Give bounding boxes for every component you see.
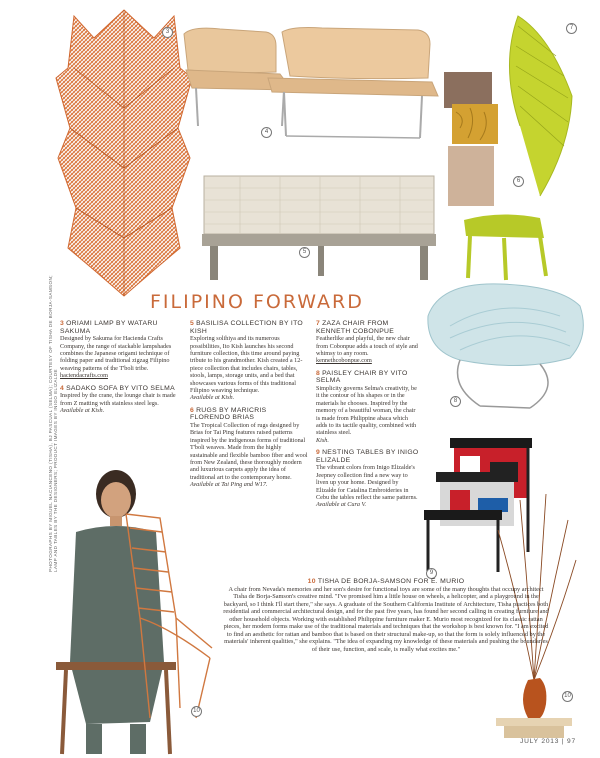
item-heading: SADAKO SOFA BY VITO SELMA: [66, 384, 175, 392]
item-heading: RUGS BY MARICRIS FLORENDO BRIAS: [190, 406, 267, 422]
item-number: 8: [316, 369, 321, 377]
feature-heading: TISHA DE BORJA-SAMSON FOR E. MURIO: [317, 578, 465, 585]
photo-credits: PHOTOGRAPHS BY MIGUEL NACIANCENO (TISHA), BJ PASCUAL (SELMA); COURTESY OF TISHA DE BORJA-SAMSON; LAMP AND TABLES BY THE DESIGNERS; PRODUCT IMAGES BY INIGO ELIZALDE: [48, 275, 58, 572]
photo-label-sofa: 4: [261, 127, 272, 138]
item-availability: Available at Kish.: [190, 394, 235, 402]
page-folio: JULY 2013 | 97: [520, 738, 576, 745]
text-column-3: [316, 320, 420, 514]
photo-label-lamp: 3: [162, 27, 173, 38]
feature-number: 10: [307, 578, 316, 585]
photo-label-paisley: 8: [450, 396, 461, 407]
item-zaza-chair: [316, 320, 420, 365]
item-body: The Tropical Collection of rugs designed by Brias for Tai Ping features raised patterns inspired by the indigenous forms of traditional T'boli weaves. Made from the highly sustainable and flexible bamboo fiber and wool from New Zealand, these thoroughly modern and luxurious carpets apply the idea of traditional art to the contemporary home.: [190, 422, 308, 481]
item-number: 5: [190, 320, 195, 327]
item-body: Exploring solihiya and its numerous possibilities, Ito Kish launches his second furniture collection, this time around paying tribute to his grandmother. Kish created a 12-piece collection that includes chairs, tables, stools, lamps, storage units, and a bed that showcases various forms of this traditional Filipino weaving technique.: [190, 335, 303, 395]
item-oriami-lamp: [60, 320, 186, 380]
item-heading: NESTING TABLES BY INIGO ELIZALDE: [316, 449, 419, 464]
paisley-chair-photo: [420, 276, 596, 412]
item-body: Simplicity governs Selma's creativity, be it the contour of his shapes or in the materials he chooses. Inspired by the memory of a beautiful woman, the chair is made from Philippine abaca which adds to its tactile quality, combined with stainless steel.: [316, 385, 417, 437]
rattan-chair-photo: [120, 508, 220, 728]
sadako-sofa-photo: [172, 26, 440, 144]
item-number: 6: [190, 406, 195, 414]
item-number: 9: [316, 449, 321, 457]
photo-label-tables: 9: [426, 568, 437, 579]
item-heading: BASILISA COLLECTION BY ITO KISH: [190, 320, 303, 335]
item-heading: PAISLEY CHAIR BY VITO SELMA: [316, 369, 408, 385]
item-body: Inspired by the crane, the lounge chair is made from Z matting with stainless steel legs.: [60, 392, 176, 407]
section-title: FILIPINO FORWARD: [150, 291, 364, 313]
text-column-2: [190, 320, 308, 494]
item-nesting-tables: [316, 449, 420, 509]
item-link[interactable]: kennethcobonpue.com: [316, 357, 372, 365]
item-availability: Available at Tai Ping and W17.: [190, 481, 268, 489]
basilisa-bench-photo: [200, 174, 440, 282]
item-availability: Kish.: [316, 436, 329, 444]
item-body: Featherlike and playful, the new chair from Cobonpue adds a touch of style and whimsy to any room.: [316, 335, 418, 357]
text-column-1: [60, 320, 186, 419]
item-rugs: [190, 407, 308, 489]
item-paisley-chair: [316, 370, 420, 444]
item-number: 4: [60, 384, 65, 392]
photo-label-zaza: 7: [566, 23, 577, 34]
item-availability: Available at Cura V.: [316, 501, 367, 509]
photo-label-vase: 10: [562, 691, 573, 702]
item-heading: ZAZA CHAIR FROM KENNETH COBONPUE: [316, 320, 395, 335]
item-sadako-sofa: [60, 385, 186, 415]
item-body: The vibrant colors from Inigo Elizalde's Jeepney collection find a new way to liven up your home. Designed by Elizalde for Catalina Embroideries in Cebu the tables reflect the same patterns.: [316, 464, 418, 502]
item-number: 3: [60, 320, 65, 327]
photo-label-bench: 5: [299, 247, 310, 258]
item-basilisa-collection: [190, 320, 308, 402]
item-body: Designed by Sakuma for Hacienda Crafts Company, the range of stackable lampshades combines the Japanese origami technique of folding paper and traditional zigzag Filipino weaving patterns of the T'boli tribe.: [60, 335, 172, 372]
item-heading: ORIAMI LAMP BY WATARU SAKUMA: [60, 320, 158, 335]
zaza-chair-photo: [460, 6, 580, 286]
feature-body: A chair from Nevada's memories and her son's desire for functional toys are some of the many thoughts that occupy architect Tisha de Borja-Samson's creative mind. "I've promised him a little house on wheels, a helicopter, and a playground in the backyard, so I think I'll start there," she says. A graduate of the Southern California Institute of Architecture, Tisha practices both residential and commercial architectural design, and for the past five years, has found her second calling in creating furniture and other household objects. Working with established Philippine furniture maker E. Murio most recognized for its classic rattan pieces, her modern forms make use of the traditional materials and techniques that the workshop is best known for. "I am excited to find an aesthetic for rattan and bamboo that is based on their structural make-up, so that the form is solely influenced by the materials' inherent qualities," she explains. "The idea of expanding my knowledge of these materials and pushing the boundaries of their use, function, and scale, is really what excites me.": [223, 585, 549, 653]
photo-label-rattan-chair: 10: [191, 706, 202, 717]
item-link[interactable]: haciendacrafts.com: [60, 372, 108, 380]
item-availability: Available at Kish.: [60, 407, 105, 415]
photo-label-rugs: 6: [513, 176, 524, 187]
item-number: 7: [316, 320, 321, 327]
feature-tisha: [222, 578, 550, 653]
